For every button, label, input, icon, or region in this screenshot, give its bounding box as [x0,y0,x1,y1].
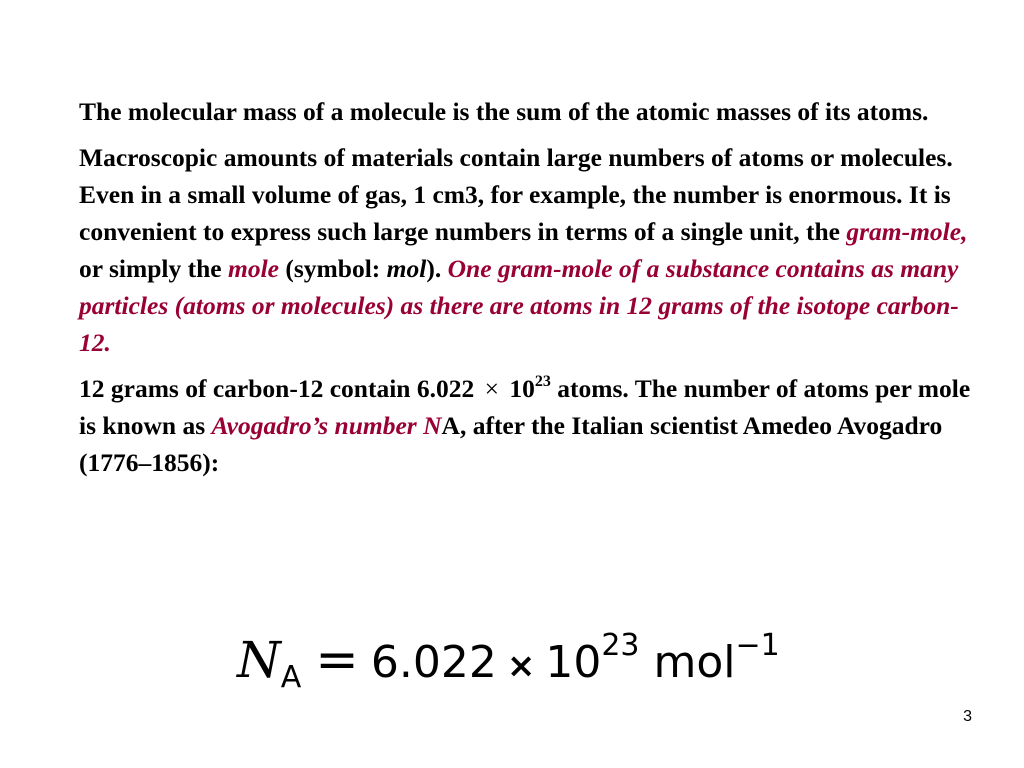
avogadro-text-3: A, after the Italian scientist Amedeo Avogadro (1776–1856): [79,411,943,477]
mole-intro-text: Macroscopic amounts of materials contain large numbers of atoms or molecules. Even in a small volume of gas, 1 cm3, for example, the number is enormous. It is convenient to express such large numbers in terms of a single unit, the [79,143,953,246]
page-number: 3 [963,708,972,725]
paragraph-mole-definition [79,139,979,361]
mole-text-3: (symbol: [279,254,387,283]
term-mole: mole [228,254,279,283]
avogadro-formula [237,630,780,700]
term-gram-mole: gram-mole, [846,217,968,246]
formula-symbol: N [237,631,281,689]
slide-body [79,93,979,490]
formula-unit-exponent: −1 [735,628,780,663]
formula-subscript: A [280,660,302,695]
formula-equals: = [315,630,359,690]
paragraph-avogadro [79,370,979,481]
power-base: 10 [503,374,535,403]
power-exponent: 23 [534,372,551,390]
term-avogadro-number: Avogadro’s number N [211,411,442,440]
formula-mantissa: 6.022 [370,637,497,688]
avogadro-text-2: atoms. The number of atoms per mole is known as [79,374,971,440]
avogadro-text-1: 12 grams of carbon-12 contain 6.022 [79,374,481,403]
formula-base: 10 [545,637,602,688]
mole-definition-highlight: One gram-mole of a substance contains as many particles (atoms or molecules) as there are atoms in 12 grams of the isotope carbon-12. [79,254,959,357]
paragraph-molecular-mass: The molecular mass of a molecule is the sum of the atomic masses of its atoms. [79,97,929,126]
formula-unit: mol [653,637,736,688]
formula-times: × [506,646,536,686]
mole-text-4: ). [426,254,448,283]
term-mol: mol [386,254,427,283]
mole-text-2: or simply the [79,254,228,283]
times-sign: × [484,374,499,403]
formula-exponent: 23 [601,628,640,663]
